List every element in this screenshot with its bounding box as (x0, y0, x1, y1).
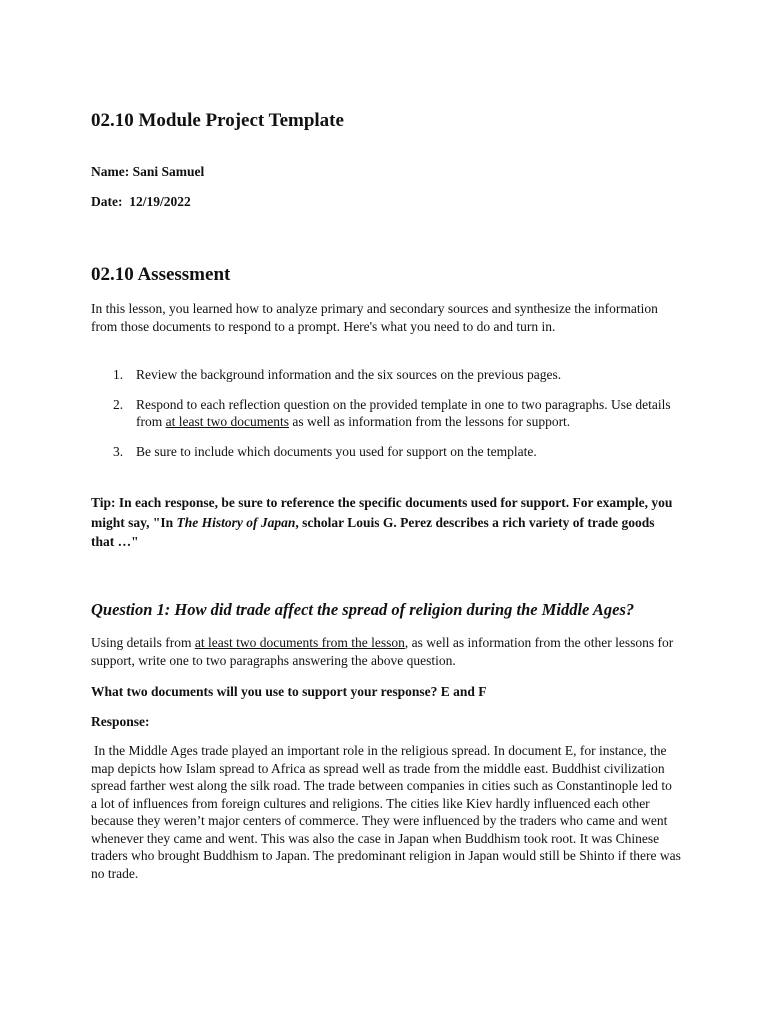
assessment-heading: 02.10 Assessment (91, 264, 231, 285)
instructions-before: Using details from (91, 635, 195, 650)
tip-text-after: , scholar Louis G. Perez describes a rich variety of trade goods that …" (91, 514, 655, 549)
list-item (91, 396, 681, 431)
question-1-instructions (91, 634, 681, 669)
name-value: Sani Samuel (132, 164, 205, 179)
step-text-after: as well as information from the lessons for support. (288, 414, 571, 429)
step-number: 3. (113, 443, 124, 459)
documents-question: What two documents will you use to support your response? E and F (91, 684, 487, 699)
tip-text-before: Tip: In each response, be sure to reference the specific documents used for support. For example, you might say, "In (91, 495, 673, 530)
question-1-heading: Question 1: How did trade affect the spread of religion during the Middle Ages? (91, 600, 635, 619)
date-field (91, 194, 191, 210)
name-label: Name: (91, 164, 130, 179)
step-number: 1. (113, 367, 124, 382)
step-text-before: Respond to each reflection question on the provided template in one to two paragraphs. Use details from (136, 396, 671, 429)
response-label: Response: (91, 714, 150, 729)
list-item (91, 443, 681, 461)
name-field (91, 164, 204, 180)
instructions-after: , as well as information from the other lessons for support, write one to two paragraphs answering the above question. (91, 635, 674, 668)
list-item (91, 366, 681, 384)
response-text: In the Middle Ages trade played an important role in the religious spread. In document E, for instance, the map depicts how Islam spread to Africa as spread well as trade from the middle east. Buddhist civilization spread farther west along the silk road. The trade between companies in cities such as Constantinople led to a lot of influences from foreign cultures and religions. The cities like Kiev hardly influenced each other because they weren’t major centers of commerce. They were influenced by the traders who came and went whenever they came and went. This was also the case in Japan when Buddhism took root. It was Chinese traders who brought Buddhism to Japan. The predominant religion in Japan would still be Shinto if there was no trade. (91, 743, 681, 881)
intro-paragraph: In this lesson, you learned how to analyze primary and secondary sources and synthesize the information from those documents to respond to a prompt. Here's what you need to do and turn in. (91, 301, 658, 334)
tip-paragraph (91, 493, 681, 552)
step-number: 2. (113, 396, 124, 412)
step-underlined-text: at least two documents (165, 414, 289, 429)
steps-list (91, 366, 681, 472)
date-value: 12/19/2022 (129, 194, 191, 209)
step-text: Be sure to include which documents you used for support on the template. (136, 443, 537, 459)
step-text: Review the background information and the six sources on the previous pages. (136, 367, 562, 382)
date-label: Date: (91, 194, 123, 209)
page-title: 02.10 Module Project Template (91, 110, 344, 131)
instructions-underlined: at least two documents from the lesson (194, 635, 405, 650)
tip-book-title: The History of Japan (176, 514, 296, 530)
